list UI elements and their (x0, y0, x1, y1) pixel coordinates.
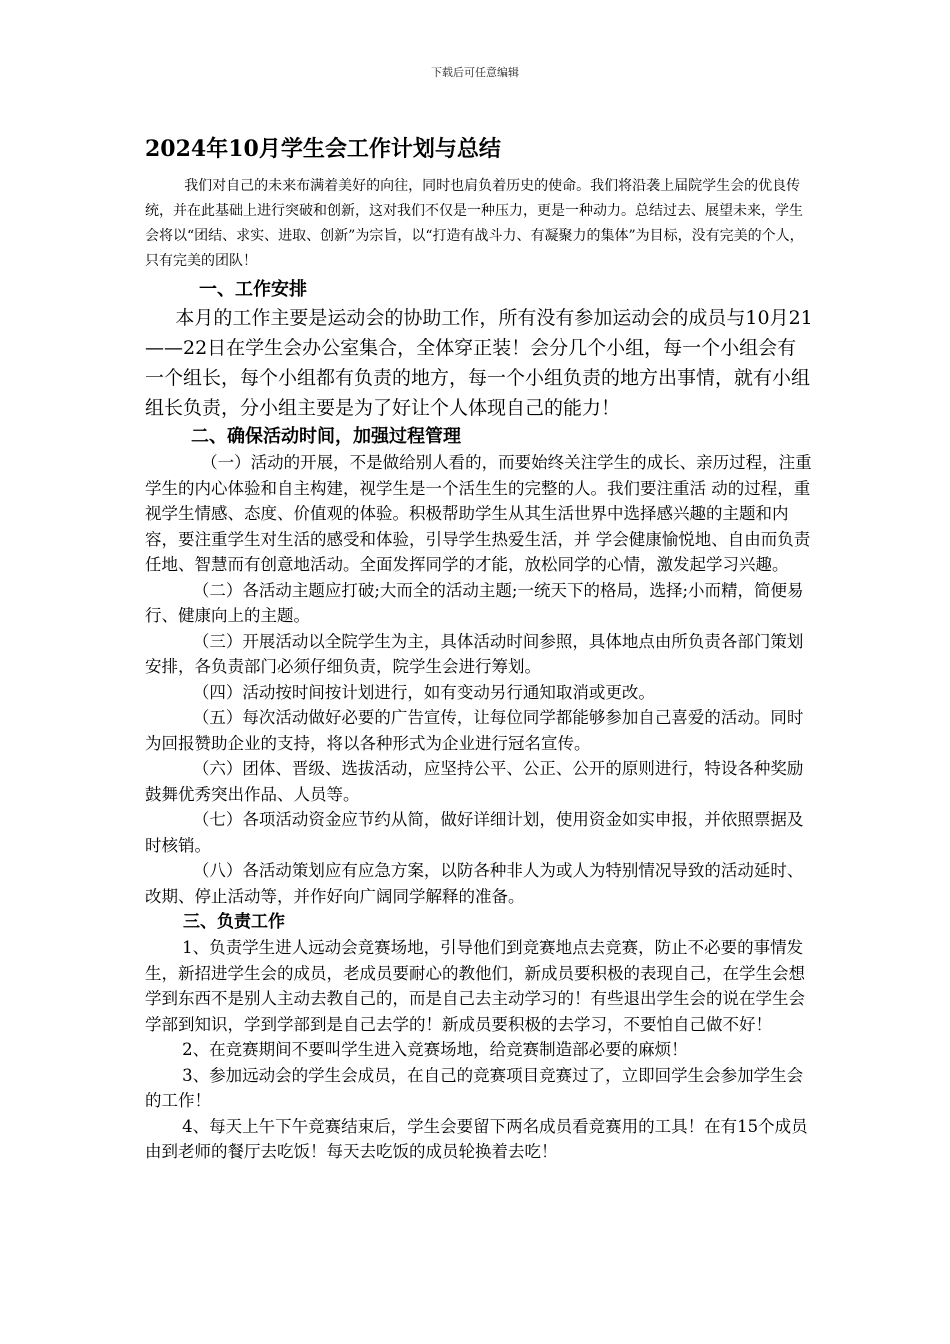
activity-item: （七）各项活动资金应节约从简，做好详细计划，使用资金如实申报，并依照票据及时核销。 (145, 810, 804, 855)
responsibility-item: 4、每天上午下午竞赛结束后，学生会要留下两名成员看竞赛用的工具！在有15个成员由到老师的餐厅去吃饭！每天去吃饭的成员轮换着去吃！ (145, 1116, 808, 1161)
responsibility-item: 2、在竞赛期间不要叫学生进入竞赛场地，给竞赛制造部必要的麻烦！ (182, 1040, 688, 1059)
activity-item: （八）各活动策划应有应急方案，以防各种非人为或人为特别情况导致的活动延时、改期、停止活动等，并作好向广阔同学解释的准备。 (145, 861, 804, 906)
activity-item: （六）团体、晋级、选拔活动，应坚持公平、公正、公开的原则进行，特设各种奖励鼓舞优秀突出作品、人员等。 (145, 759, 804, 804)
responsibility-item: 1、负责学生进人远动会竞赛场地，引导他们到竞赛地点去竞赛，防止不必要的事情发生，新招进学生会的成员，老成员要耐心的教他们，新成员要积极的表现自己，在学生会想学到东西不是别人主动去教自己的，而是自己去主动学习的！有些退出学生会的说在学生会学部到知识，学到学部到是自己去学的！新成员要积极的去学习，不要怕自己做不好！ (145, 938, 805, 1034)
work-arrangement-paragraph: 本月的工作主要是运动会的协助工作，所有没有参加运动会的成员与10月21——22日在学生会办公室集合，全体穿正装！会分几个小组，每一个小组会有一个组长，每个小组都有负责的地方，每一个小组负责的地方出事情，就有小组组长负责，分小组主要是为了好让个人体现自己的能力！ (145, 307, 813, 419)
section-heading-responsibilities: 三、负责工作 (183, 912, 285, 932)
activity-item: （二）各活动主题应打破;大而全的活动主题;一统天下的格局，选择;小而精，简便易行、健康向上的主题。 (145, 580, 804, 625)
document-body (145, 132, 815, 1165)
section-heading-work-arrangement: 一、工作安排 (199, 279, 307, 300)
section-heading-activity-management: 二、确保活动时间，加强过程管理 (191, 426, 461, 447)
header-note: 下载后可任意编辑 (431, 66, 519, 79)
activity-item: （五）每次活动做好必要的广告宣传，让每位同学都能够参加自己喜爱的活动。同时为回报赞助企业的支持，将以各种形式为企业进行冠名宣传。 (145, 708, 804, 753)
document-title: 2024年10月学生会工作计划与总结 (145, 136, 501, 162)
activity-item: （一）活动的开展，不是做给别人看的，而要始终关注学生的成长、亲历过程，注重学生的内心体验和自主构建，视学生是一个活生生的完整的人。我们要注重活 动的过程，重视学生情感、态度、价值观的体验。积极帮助学生从其生活世界中选择感兴趣的主题和内容，要注重学生对生活的感受和体验，引导学生热爱生活，并 学会健康愉悦地、自由而负责任地、智慧而有创意地活动。全面发挥同学的才能，放松同学的心情，激发起学习兴趣。 (145, 453, 812, 574)
intro-paragraph: 我们对自己的未来布满着美好的向往，同时也肩负着历史的使命。我们将沿袭上届院学生会的优良传统，并在此基础上进行突破和创新，这对我们不仅是一种压力，更是一种动力。总结过去、展望未来，学生会将以“团结、求实、进取、创新”为宗旨，以“打造有战斗力、有凝聚力的集体”为目标，没有完美的个人，只有完美的团队！ (145, 178, 804, 269)
responsibility-item: 3、参加远动会的学生会成员，在自己的竞赛项目竞赛过了，立即回学生会参加学生会的工作！ (145, 1065, 804, 1110)
activity-item: （四）活动按时间按计划进行，如有变动另行通知取消或更改。 (192, 682, 655, 702)
activity-item: （三）开展活动以全院学生为主，具体活动时间参照，具体地点由所负责各部门策划安排，各负责部门必须仔细负责，院学生会进行筹划。 (145, 631, 804, 676)
